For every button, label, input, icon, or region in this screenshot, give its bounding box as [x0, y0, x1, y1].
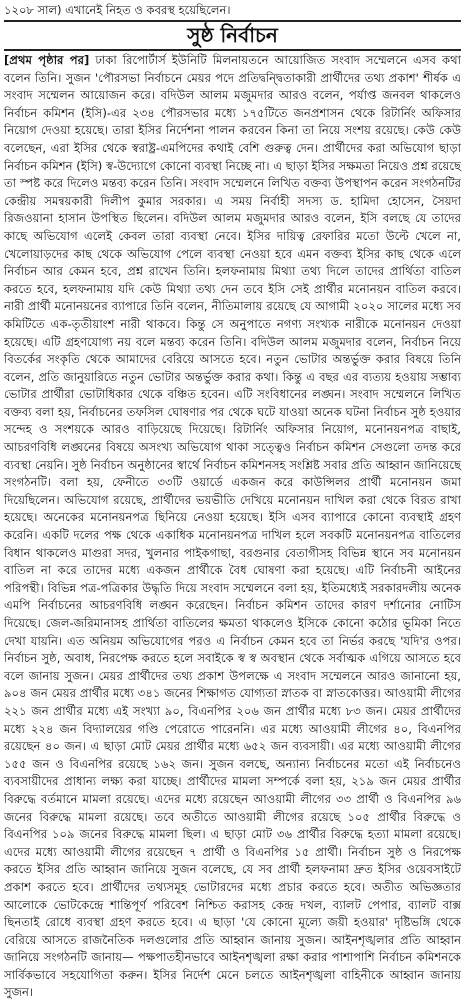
article-body [4, 52, 462, 1000]
headline-divider [4, 49, 461, 51]
previous-article-tail: ১২০৮ সাল) এখানেই নিহত ও কবরস্থ হয়েছিলেন। [4, 3, 231, 17]
headline: সুষ্ঠ নির্বাচন [187, 23, 278, 47]
article-text: ঢাকা রিপোর্টার্স ইউনিটি মিলনায়তনে আয়োজিত সংবাদ সম্মেলনে এসব কথা বলেন তিনি। সুজন 'পৌরসভা নির্বাচনে মেয়র পদে প্রতিদ্বন্দ্বিতাকারী প্রার্থীদের তথ্য প্রকাশ' শীর্ষক এ সংবাদ সম্মেলন আয়োজন করে। বদিউল আলম মজুমদার আরও বলেন, পর্যাপ্ত জনবল থাকলেও নির্বাচন কমিশন (ইসি)-এর ২৩৪ পৌরসভার মধ্যে ১৭৫টিতে জনপ্রশাসন থেকে রিটার্নিং অফিসার নিয়োগ দেওয়া হয়েছে। তারা ইসির নির্দেশনা পালন করবেন কিনা তা নিয়ে সংশয় রয়েছে। কেউ কেউ বলেছেন, এরা ইসির থেকে স্বরাষ্ট্র-এমপিদের কথাই বেশি গুরুত্ব দেন। প্রার্থীদের করা অভিযোগ ছাড়া নির্বাচন কমিশন (ইসি) স্ব-উদ্যোগে কোনো ব্যবস্থা নিচ্ছে না। এ ছাড়া ইসির সক্ষমতা নিয়েও প্রশ্ন রয়েছে তা স্পষ্ট করে দিলেও মন্তব্য করেন তিনি। সংবাদ সম্মেলনে লিখিত বক্তব্য উপস্থাপন করেন সংগঠনটির কেন্দ্রীয় সমন্বয়কারী দিলীপ কুমার সরকার। এ সময় নির্বাহী সদস্য ড. হামিদা হোসেন, সৈয়দা রিজওয়ানা হাসান উপস্থিত ছিলেন। বদিউল আলম মজুমদার আরও বলেন, ইসি বলছে যে তাদের কাছে অভিযোগ এলেই কেবল তারা ব্যবস্থা নেবে। ইসির দায়িত্ব রেফারির মতো উল্টে খেলে না, খেলোয়াড়দের কাছ থেকে অভিযোগ পেলে ব্যবস্থা নেওয়া হবে এমন বক্তব্য ইসির কাছ থেকে এলে নির্বাচন আর কেমন হবে, প্রশ্ন রাখেন তিনি। হলফনামায় মিথ্যা তথ্য দিলে তাদের প্রার্থিতা বাতিল করতে হবে, হলফনামায় যদি কেউ মিথ্যা তথ্য দেন তবে ইসি সেই প্রার্থীর মনোনয়ন বাতিল করবে। নারী প্রার্থী মনোনয়নের ব্যাপারে তিনি বলেন, নীতিমালায় রয়েছে যে আগামী ২০২০ সালের মধ্যে সব কমিটিতে এক-তৃতীয়াংশ নারী থাকবে। কিন্তু সে অনুপাতে নগণ্য সংখ্যক নারীকে মনোনয়ন দেওয়া হয়েছে। এটি গ্রহণযোগ্য নয় বলে মন্তব্য করেন তিনি। বদিউল আলম মজুমদার বলেন, নির্বাচন নিয়ে বিতর্কের সংকৃতি থেকে আমাদের বেরিয়ে আসতে হবে। নতুন ভোটার অন্তর্ভুক্ত করার বিষয়ে তিনি বলেন, প্রতি জানুয়ারিতে নতুন ভোটার অন্তর্ভুক্ত করার কথা। কিন্তু এ বছর এর ব্যত্যয় হওয়ায় সম্ভাব্য ভোটার প্রার্থীরা ভোটাধিকার থেকে বঞ্চিত হবেন। এটি সংবিধানের লঙ্ঘন। সংবাদ সম্মেলনে লিখিত বক্তব্য বলা হয়, নির্বাচনের তফসিল ঘোষণার পর থেকে ঘটে যাওয়া অনেক ঘটনা নির্বাচন সুষ্ঠ হওয়ার সন্দেহ ও সংশয়কে আরও বাড়িয়েছে দিয়েছে। রিটার্নিং অফিসার নিয়োগ, মনোনয়নপত্র বাছাই, আচরণবিধি লঙ্ঘনের বিষয়ে অসংখ্য অভিযোগ থাকা সত্ত্বেও নির্বাচন কমিশন সেগুলো তদন্ত করে ব্যবস্থা নেয়নি। সুষ্ঠ নির্বাচন অনুষ্ঠানের স্বার্থে নির্বাচন কমিশনসহ সংশ্লিষ্ট সবার প্রতি আহ্বান জানিয়েছে সংগঠনটি। বলা হয়, ফেনীতে ৩৩টি ওয়ার্ডে একজন করে কাউন্সিলর প্রার্থী মনোনয়ন জমা দিয়েছিলেন। অভিযোগ রয়েছে, প্রার্থীদের ভয়ভীতি দেখিয়ে মনোনয়ন দাখিল করা থেকে বিরত রাখা হয়েছে। অনেকের মনোনয়নপত্র ছিনিয়ে নেওয়া হয়েছে। ইসি এসব ব্যাপারে কোনো ব্যবস্থাই গ্রহণ করেনি। একটি দলের পক্ষ থেকে একাধিক মনোনয়নপত্র দাখিল হলে সবকটি মনোনয়নপত্র বাতিলের বিধান থাকলেও মাগুরা সদর, খুলনার পাইকগাছা, বরগুনার বেতাগীসহ বিভিন্ন স্থানে সব মনোনয়ন বাতিল না করে তাদের মধ্যে একজন প্রার্থীকে বৈধ ঘোষণা করা হয়েছে। এটি নির্বাচনী আইনের পরিপন্থী। বিভিন্ন পত্র-পত্রিকার উদ্ধৃতি দিয়ে সংবাদ সম্মেলনে বলা হয়, ইতিমধ্যেই সরকারদলীয় অনেক এমপি নির্বাচনের আচরণবিধি লঙ্ঘন করেছেন। নির্বাচন কমিশন তাদের কারণ দর্শানোর নোটিস দিয়েছে। জেল-জরিমানাসহ প্রার্থিতা বাতিলের ক্ষমতা থাকলেও ইসিকে কোনো কঠোর ভূমিকা নিতে দেখা যায়নি। এত অনিয়ম অভিযোগের পরও এ নির্বাচন কেমন হবে তা নির্ভর করছে 'যদি'র ওপর। নির্বাচন সুষ্ঠ, অবাধ, নিরপেক্ষ করতে হলে সবাইকে স্ব স্ব অবস্থান থেকে সর্বাত্মক এগিয়ে আসতে হবে বলে জানায় সুজন। মেয়র প্রার্থীদের তথ্য প্রকাশ উপলক্ষে এ সংবাদ সম্মেলনে আরও জানানো হয়, ৯০৪ জন মেয়র প্রার্থীর মধ্যে ৩৪১ জনের শিক্ষাগত যোগ্যতা স্নাতক বা স্নাতকোত্তর। আওয়ামী লীগের ২২১ জন প্রার্থীর মধ্যে এই সংখ্যা ৯০, বিএনপির ২০৬ জন প্রার্থীর মধ্যে ৮৩ জন। মেয়র প্রার্থীদের মধ্যে ২২৪ জন বিদ্যালয়ের গণ্ডি পেরোতে পারেননি। এর মধ্যে আওয়ামী লীগের ৪০, বিএনপির রয়েছেন ৪০ জন। এ ছাড়া মোট মেয়র প্রার্থীর মধ্যে ৬৫২ জন ব্যবসায়ী। এর মধ্যে আওয়ামী লীগের ১৫৫ জন ও বিএনপির রয়েছে ১৬২ জন। সুজন বলছে, অন্যান্য নির্বাচনের মতো এই নির্বাচনেও ব্যবসায়ীদের প্রাধান্য লক্ষ্য করা যাচ্ছে। প্রার্থীদের মামলা সম্পর্কে বলা হয়, ২১৯ জন মেয়র প্রার্থীর বিরুদ্ধে বর্তমানে মামলা রয়েছে। এদের মধ্যে রয়েছেন আওয়ামী লীগের ৩৩ প্রার্থী ও বিএনপির ৯৬ জনের বিরুদ্ধে মামলা রয়েছে। তবে অতীতে আওয়ামী লীগের রয়েছে ১০৫ প্রার্থীর বিরুদ্ধে ও বিএনপির ১০৯ জনের বিরুদ্ধে মামলা ছিল। এ ছাড়া মোট ৩৬ প্রার্থীর বিরুদ্ধে হত্যা মামলা রয়েছে। এদের মধ্যে আওয়ামী লীগের রয়েছেন ৭ প্রার্থী ও বিএনপির ১৫ প্রার্থী। নির্বাচন সুষ্ঠ ও নিরপেক্ষ করতে ইসির প্রতি আহ্বান জানিয়ে সুজন বলেছে, যে সব প্রার্থী হলফনামা দ্রুত ইসির ওয়েবসাইটে প্রকাশ করতে হবে। প্রার্থীদের তথ্যসমূহ ভোটারদের মধ্যে প্রচার করতে হবে। অতীত অভিজ্ঞতার আলোকে ভোটকেন্দ্রে শান্তিপূর্ণ পরিবেশ নিশ্চিত করাসহ কেন্দ্র দখল, ব্যালট পেপার, ব্যালট বাক্স ছিনতাই রোধে ব্যবস্থা গ্রহণ করতে হবে। এ ছাড়া 'যে কোনো মূল্যে জয়ী হওয়ার' দৃষ্টিভঙ্গি থেকে বেরিয়ে আসতে রাজনৈতিক দলগুলোর প্রতি আহ্বান জানায় সুজন। আইনশৃঙ্খলার প্রতি আহ্বান জানিয়ে সংগঠনটি জানায়— পক্ষপাতহীনভাবে আইনশৃঙ্খলা রক্ষা করার পাশাপাশি নির্বাচন কমিশনকে সার্বিকভাবে সহযোগিতা করুন। ইসির নির্দেশ মেনে চলতে আইনশৃঙ্খলা বাহিনীকে আহ্বান জানায় সুজন। [4, 53, 462, 1000]
continuation-tag: [প্রথম পৃষ্ঠার পর] [4, 53, 90, 67]
article-paragraph [4, 52, 461, 1002]
